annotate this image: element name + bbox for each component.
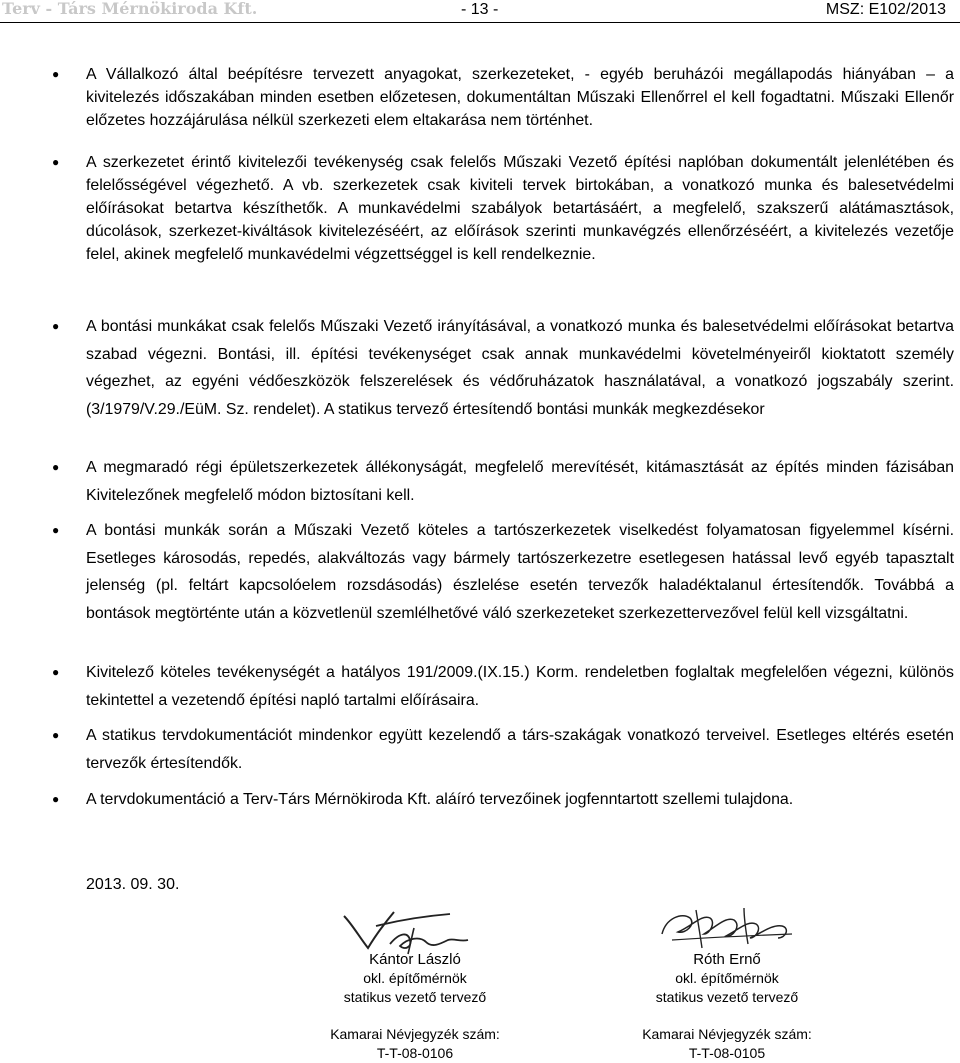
list-item-text: A szerkezetet érintő kivitelezői tevékenység csak felelős Műszaki Vezető építési naplóban dokumentált jelenlétében és felelősségével végezhető. A vb. szerkezetek csak kiviteli tervek birtokában, a vonatkozó munka és balesetvédelmi előírásokat betartva készíthetők. A munkavédelmi szabályok betartásáért, a megfelelő, szakszerű alátámasztások, dúcolások, szerkezet-kiváltások kivitelezéséért, az előírások szerinti munkavégzés ellenőrzéséért, a kivitelezés vezetője felel, akinek megfelelő munkavédelmi végzettséggel is kell rendelkeznie. (86, 154, 954, 263)
list-item (52, 517, 954, 628)
bullet-icon: ● (52, 319, 60, 333)
list-item-text: A bontási munkák során a Műszaki Vezető köteles a tartószerkezetek viselkedést folyamatosan figyelemmel kísérni. Esetleges károsodás, repedés, alakváltozás vagy bármely tartószerkezetre esetlegesen hatással levő egyéb tapasztalt jelenség (pl. feltárt kapcsolóelem rozsdásodás) észlelése esetén tervezők haladéktalanul értesítendők. Továbbá a bontások megtörténte után a közvetlenül szemlélhetővé váló szerkezeteket szerkezettervezővel felül kell vizsgáltatni. (86, 522, 954, 623)
page-number: - 13 - (461, 1, 499, 18)
list-item-text: A tervdokumentáció a Terv-Társ Mérnökiroda Kft. aláíró tervezőinek jogfenntartott szellemi tulajdona. (86, 791, 794, 808)
signatory-role: statikus vezető tervező (655, 989, 799, 1005)
signatory-reg-number: T-T-08-0105 (688, 1045, 766, 1061)
list-item-text: A bontási munkákat csak felelős Műszaki Vezető irányításával, a vonatkozó munka és balesetvédelmi előírásokat betartva szabad végezni. Bontási, ill. építési tevékenységet csak annak munkavédelmi követelményeiről kioktatott személy végezhet, az egyéni védőeszközök felszerelések és védőruházatok használatával, a vonatkozó jogszabály szerint. (3/1979/V.29./EüM. Sz. rendelet). A statikus tervező értesítendő bontási munkák megkezdésekor (86, 318, 954, 419)
signatory-title: okl. építőmérnök (363, 970, 467, 986)
list-item (52, 454, 954, 509)
signatory-reg-label: Kamarai Névjegyzék szám: (330, 1026, 500, 1042)
list-item (52, 722, 954, 777)
list-item-text: A statikus tervdokumentációt mindenkor együtt kezelendő a társ-szakágak vonatkozó terveivel. Esetleges eltérés esetén tervezők értesítendők. (86, 727, 954, 772)
list-item (52, 313, 954, 424)
bullet-icon: ● (52, 155, 60, 169)
list-item-text: Kivitelező köteles tevékenységét a hatályos 191/2009.(IX.15.) Korm. rendeletben foglaltak megfelelően végezni, különös tekintettel a vezetendő építési napló tartalmi előírásaira. (86, 664, 954, 709)
list-item (52, 151, 954, 266)
signatory-title: okl. építőmérnök (675, 970, 779, 986)
bullet-icon: ● (52, 792, 60, 806)
header-divider (0, 22, 960, 23)
list-item-text: A megmaradó régi épületszerkezetek állékonyságát, megfelelő merevítését, kitámasztását az építés minden fázisában Kivitelezőnek megfelelő módon biztosítani kell. (86, 459, 954, 504)
company-name: Terv - Társ Mérnökiroda Kft. (2, 0, 258, 18)
bullet-icon: ● (52, 67, 60, 81)
signatory-reg-label: Kamarai Névjegyzék szám: (642, 1026, 812, 1042)
page-header (0, 0, 960, 22)
signatory-block (285, 950, 545, 1063)
list-item (52, 63, 954, 132)
signatory-role: statikus vezető tervező (343, 989, 487, 1005)
bullet-icon: ● (52, 665, 60, 679)
bullet-icon: ● (52, 460, 60, 474)
document-code: MSZ: E102/2013 (825, 1, 946, 18)
signature-roth (652, 904, 802, 952)
list-item (52, 786, 954, 814)
signatory-name: Kántor László (369, 951, 461, 968)
list-item (52, 659, 954, 714)
bullet-icon: ● (52, 728, 60, 742)
bullet-icon: ● (52, 523, 60, 537)
document-date: 2013. 09. 30. (86, 876, 180, 893)
signatory-reg-number: T-T-08-0106 (376, 1045, 454, 1061)
signatory-name: Róth Ernő (693, 951, 761, 968)
signatory-block (597, 950, 857, 1063)
list-item-text: A Vállalkozó által beépítésre tervezett anyagokat, szerkezeteket, - egyéb beruházói megállapodás hiányában – a kivitelezés időszakában minden esetben előzetesen, dokumentáltan Műszaki Ellenőrrel el kell fogadtatni. Műszaki Ellenőr előzetes hozzájárulása nélkül szerkezeti elem eltakarása nem történhet. (86, 66, 954, 129)
